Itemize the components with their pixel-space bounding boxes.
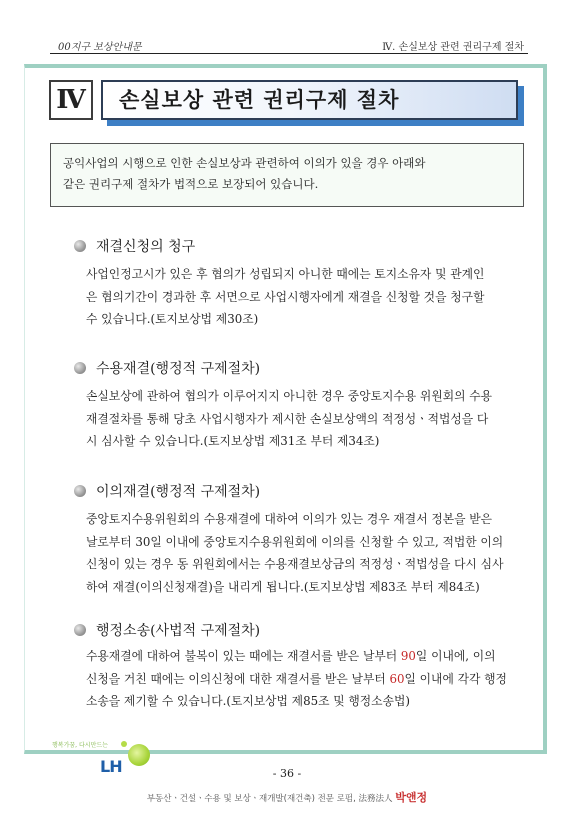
body-line: 하여 재결(이의신청재결)을 내리게 됩니다.(토지보상법 제83조 부터 제84조) [86,579,480,594]
body-line: 사업인정고시가 있은 후 협의가 성립되지 아니한 때에는 토지소유자 및 관계인 [86,267,485,281]
bullet-icon [74,240,86,252]
section-heading-text: 행정소송(사법적 구제절차) [96,623,261,639]
body-line: 날로부터 30일 이내에 중앙토지수용위원회에 이의를 신청할 수 있고, 적법한 이의 [86,534,504,549]
body-text: 신청을 거친 때에는 이의신청에 대한 재결서를 받은 날부터 [86,671,390,686]
body-line: 은 협의기간이 경과한 후 서면으로 사업시행자에게 재결을 신청할 것을 청구할 [86,289,485,304]
section-heading-text: 재결신청의 청구 [96,239,196,255]
body-line: 신청이 있는 경우 동 위원회에서는 수용재결보상금의 적정성ㆍ적법성을 다시 심사 [86,557,504,571]
lh-logo: LH [100,757,122,776]
header-left-text: 00지구 보상안내문 [58,42,142,53]
bullet-icon [74,624,86,636]
logo-circle-icon [128,744,150,766]
body-line: 손실보상에 관하여 협의가 이루어지지 아니한 경우 중앙토지수용 위원회의 수용 [86,389,493,403]
bullet-icon [74,485,86,497]
logo-dot-icon [121,741,127,747]
footer [0,789,574,805]
body-line: 소송을 제기할 수 있습니다.(토지보상법 제85조 및 행정소송법) [86,694,410,708]
body-line: 시 심사할 수 있습니다.(토지보상법 제31조 부터 제34조) [86,434,380,448]
section-heading [74,481,260,501]
chapter-number: Ⅳ [49,80,93,120]
section-body [86,263,516,331]
section-heading-text: 수용재결(행정적 구제절차) [96,361,261,377]
section-heading [74,620,260,640]
intro-box [50,143,524,207]
body-line [86,645,516,668]
body-line: 수 있습니다.(토지보상법 제30조) [86,312,259,326]
body-line: 재결절차를 통해 당초 사업시행자가 제시한 손실보상액의 적정성ㆍ적법성을 다 [86,411,489,426]
section-heading [74,358,260,378]
deadline-days: 90 [400,649,416,663]
body-text: 일 이내에 각각 행정 [404,671,507,686]
body-line [86,668,516,691]
intro-line: 같은 권리구제 절차가 법적으로 보장되어 있습니다. [63,177,319,191]
logo-tagline: 행복가꿈, 다시만드는 [52,742,108,749]
footer-brand: 박앤정 [395,791,428,804]
body-text: 수용재결에 대하여 불복이 있는 때에는 재결서를 받은 날부터 [86,649,401,663]
section-heading [74,236,195,256]
header-divider [50,53,528,54]
section-heading-text: 이의재결(행정적 구제절차) [96,484,261,500]
body-line: 중앙토지수용위원회의 수용재결에 대하여 이의가 있는 경우 재결서 정본을 받은 [86,512,493,526]
page-number: - 36 - [272,767,302,780]
footer-text: 부동산ㆍ건설ㆍ수용 및 보상ㆍ재개발(재건축) 전문 로펌, 法務法人 [146,794,396,804]
section-body [86,385,516,453]
section-body [86,508,516,598]
bullet-icon [74,362,86,374]
header-right-text: Ⅳ. 손실보상 관련 권리구제 절차 [382,42,524,53]
chapter-title: 손실보상 관련 권리구제 절차 [101,80,518,120]
deadline-days: 60 [389,671,405,686]
section-body [86,645,516,713]
intro-line: 공익사업의 시행으로 인한 손실보상과 관련하여 이의가 있을 경우 아래와 [63,156,426,170]
body-text: 일 이내에, 이의 [415,649,496,663]
